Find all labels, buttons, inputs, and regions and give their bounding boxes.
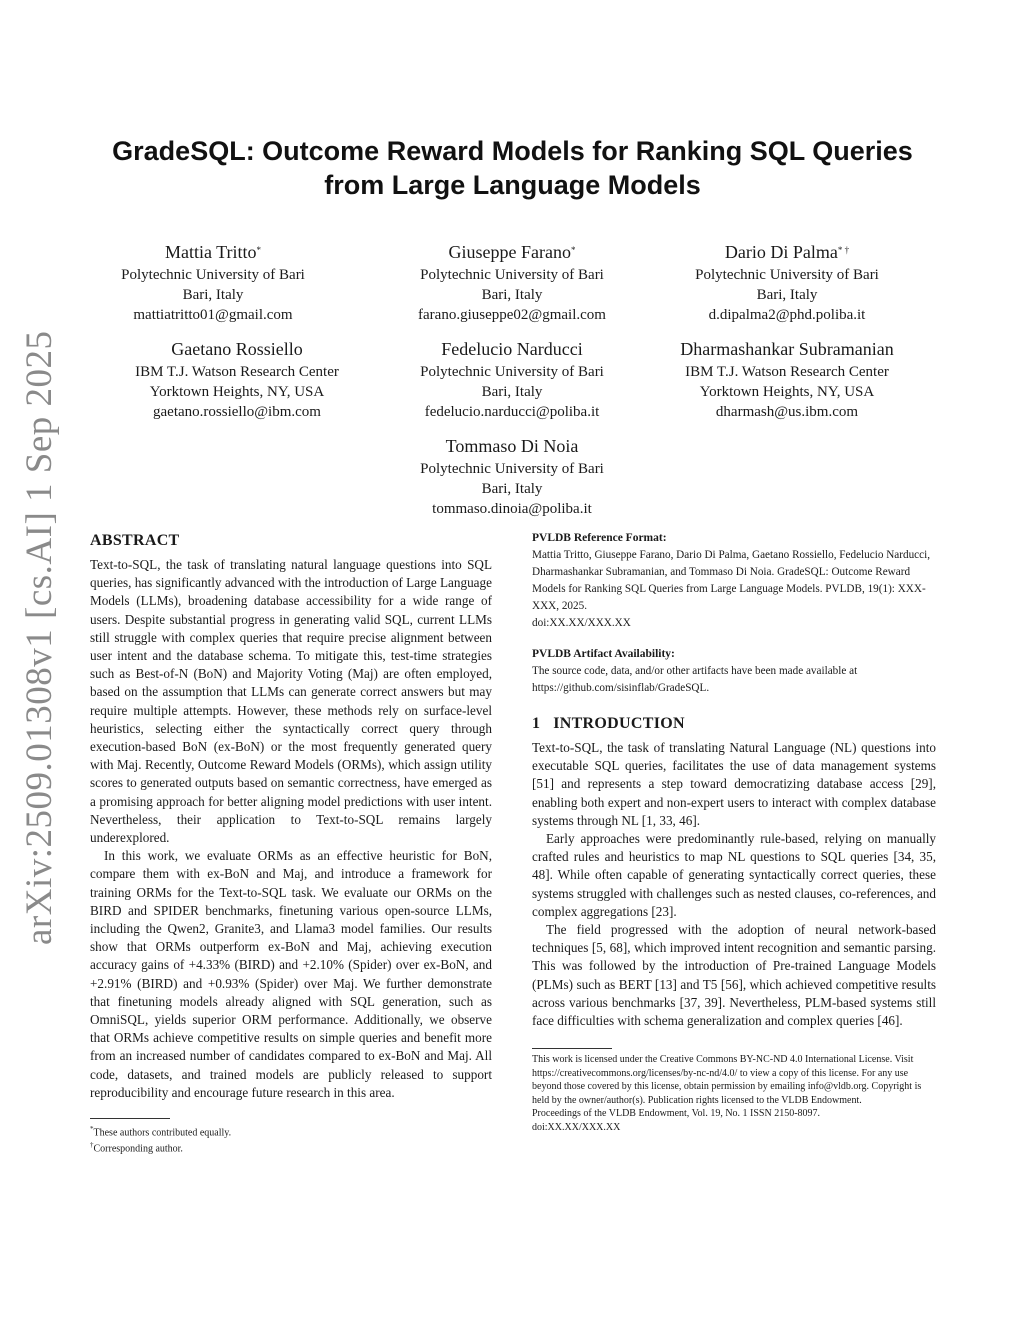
author-email[interactable]: tommaso.dinoia@poliba.it: [432, 501, 592, 517]
arxiv-stamp: arXiv:2509.01308v1 [cs.AI] 1 Sep 2025: [19, 330, 60, 945]
author-location: Yorktown Heights, NY, USA: [699, 384, 875, 400]
footnote-equal: *These authors contributed equally.: [90, 1125, 232, 1139]
author-name: Tommaso Di Noia: [445, 436, 579, 456]
author-name: Fedelucio Narducci: [441, 339, 583, 359]
license-text: This work is licensed under the Creative Commons BY-NC-ND 4.0 International License. Visit https://creativecommons.org/licenses/by-nc-nd/4.0/ to view a copy of this license. For any use beyond those covered by this license, obtain permission by emailing info@vldb.org. Copyright is held by the owner/author(s). Publication rights licensed to the VLDB Endowment.: [532, 1054, 922, 1106]
author-name: Dario Di Palma: [724, 242, 838, 262]
author-location: Yorktown Heights, NY, USA: [149, 384, 325, 400]
introduction-paragraph-2: Early approaches were predominantly rule-based, relying on manually crafted rules and heuristics to map NL questions to SQL queries [34, 35, 48]. While often capable of generating syntactically correct queries, these systems struggled with challenges such as nested clauses, co-references, and complex aggregations [23].: [532, 831, 936, 919]
author-block: [647, 337, 927, 422]
introduction-paragraph-1: Text-to-SQL, the task of translating Natural Language (NL) questions into executable SQL queries, facilitates the use of data management systems [51] and represents a step toward democratizing database access [29], enabling both expert and non-expert users to interact with complex database systems through NL [1, 33, 46].: [532, 740, 936, 828]
author-affiliation: Polytechnic University of Bari: [695, 267, 879, 283]
author-block: [372, 337, 652, 422]
author-name: Giuseppe Farano: [448, 242, 571, 262]
author-name: Dharmashankar Subramanian: [680, 339, 894, 359]
author-affiliation: Polytechnic University of Bari: [420, 461, 604, 477]
author-email[interactable]: farano.giuseppe02@gmail.com: [418, 307, 606, 323]
author-email[interactable]: gaetano.rossiello@ibm.com: [153, 404, 321, 420]
footnote-corresponding: †Corresponding author.: [90, 1141, 183, 1155]
author-location: Bari, Italy: [182, 287, 244, 303]
abstract-paragraph-2: In this work, we evaluate ORMs as an effective heuristic for BoN, compare them with ex-BoN and Maj, and introduce a framework for training ORMs for the Text-to-SQL task. We evaluate our ORMs on the BIRD and SPIDER benchmarks, finetuning various open-source LLMs, including the Qwen2, Granite3, and Llama3 model families. Our results show that ORMs outperform ex-BoN and Maj, achieving execution accuracy gains of +4.33% (BIRD) and +2.10% (Spider) over ex-BoN, and +2.91% (BIRD) and +0.93% (Spider) over Maj. We further demonstrate that finetuning models already aligned with SQL generation, such as OmniSQL, yields superior ORM performance. Additionally, we observe that ORMs achieve competitive results on simple queries and benefit more from an increased number of candidates compared to ex-BoN and Maj. All code, datasets, and trained models are publicly released to support reproducibility and encourage future research in this area.: [90, 848, 492, 1100]
author-block: [372, 240, 652, 325]
author-email[interactable]: dharmash@us.ibm.com: [715, 404, 859, 420]
pvldb-artifact-heading: PVLDB Artifact Availability:: [532, 648, 675, 660]
author-email[interactable]: mattiatritto01@gmail.com: [133, 307, 293, 323]
author-affiliation: Polytechnic University of Bari: [121, 267, 305, 283]
author-location: Bari, Italy: [756, 287, 818, 303]
license-proceedings: Proceedings of the VLDB Endowment, Vol. 19, No. 1 ISSN 2150-8097.: [532, 1108, 821, 1120]
pvldb-reference-heading: PVLDB Reference Format:: [532, 532, 667, 544]
author-block: [73, 240, 353, 325]
footnote-divider: [90, 1118, 170, 1119]
author-block: [97, 337, 377, 422]
author-affiliation: Polytechnic University of Bari: [420, 364, 604, 380]
author-mark: * †: [837, 245, 850, 255]
author-location: Bari, Italy: [481, 287, 543, 303]
author-affiliation: IBM T.J. Watson Research Center: [685, 364, 889, 380]
author-block: [372, 434, 652, 519]
author-name: Mattia Tritto: [164, 242, 257, 262]
abstract-heading: ABSTRACT: [90, 532, 180, 549]
right-column: [532, 532, 936, 1134]
pvldb-reference-doi: doi:XX.XX/XXX.XX: [532, 617, 631, 629]
author-email[interactable]: fedelucio.narducci@poliba.it: [424, 404, 600, 420]
author-location: Bari, Italy: [481, 481, 543, 497]
author-mark: *: [570, 245, 576, 255]
license-doi: doi:XX.XX/XXX.XX: [532, 1121, 621, 1133]
author-name: Gaetano Rossiello: [171, 339, 303, 359]
title-line-1: GradeSQL: Outcome Reward Models for Ranking SQL Queries: [112, 136, 913, 166]
pvldb-artifact-text: The source code, data, and/or other artifacts have been made available at https://github.com/sisinflab/GradeSQL.: [532, 665, 858, 694]
author-block: [647, 240, 927, 325]
author-affiliation: IBM T.J. Watson Research Center: [135, 364, 339, 380]
license-divider: [532, 1048, 612, 1049]
paper-title: [90, 134, 935, 202]
author-email[interactable]: d.dipalma2@phd.poliba.it: [708, 307, 866, 323]
left-column: [90, 532, 492, 1156]
author-location: Bari, Italy: [481, 384, 543, 400]
introduction-heading: 1 INTRODUCTION: [532, 715, 685, 732]
author-affiliation: Polytechnic University of Bari: [420, 267, 604, 283]
abstract-paragraph-1: Text-to-SQL, the task of translating natural language questions into SQL queries, has significantly advanced with the introduction of Large Language Models (LLMs), broadening database accessibility for a wide range of users. Despite substantial progress in generating valid SQL, current LLMs still struggle with complex queries that require precise alignment between user intent and the database schema. To mitigate this, test-time strategies such as Best-of-N (BoN) and Majority Voting (Maj) are often employed, based on the assumption that LLMs can generate correct answers but may require multiple attempts. However, these methods rely on surface-level heuristics, selecting either the syntactically correct query through execution-based BoN (ex-BoN) or the most frequently generated query with Maj. Recently, Outcome Reward Models (ORMs), which assign utility scores to generated outputs based on semantic correctness, have emerged as a promising approach for better aligning model predictions with user intent. Nevertheless, their application to Text-to-SQL remains largely underexplored.: [90, 557, 492, 846]
pvldb-reference-text: Mattia Tritto, Giuseppe Farano, Dario Di Palma, Gaetano Rossiello, Fedelucio Narducci, Dharmashankar Subramanian, and Tommaso Di Noia. GradeSQL: Outcome Reward Models for Ranking SQL Queries from Large Language Models. PVLDB, 19(1): XXX-XXX, 2025.: [532, 549, 931, 612]
introduction-paragraph-3: The field progressed with the adoption of neural network-based techniques [5, 68], which improved intent recognition and semantic parsing. This was followed by the introduction of Pre-trained Language Models (PLMs) such as BERT [13] and T5 [56], which achieved competitive results across various benchmarks [37, 39]. Nevertheless, PLM-based systems still face difficulties with schema generalization and complex queries [46].: [532, 922, 936, 1029]
title-line-2: from Large Language Models: [324, 170, 701, 200]
author-mark: *: [256, 245, 262, 255]
